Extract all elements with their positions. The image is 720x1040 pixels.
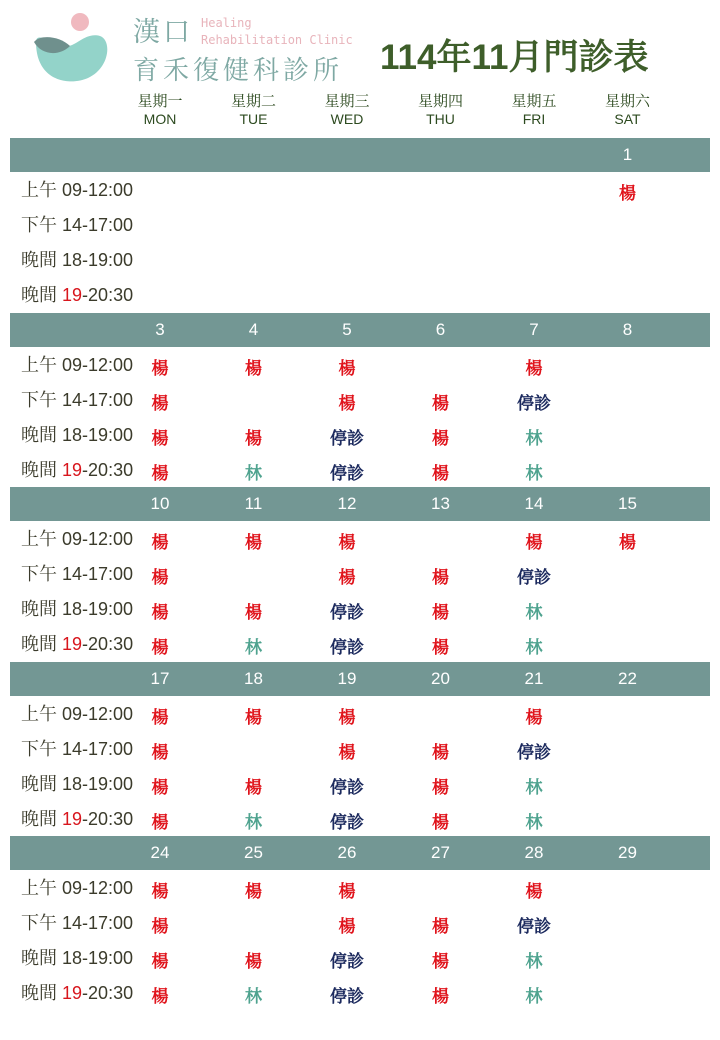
schedule-cell: 停診 xyxy=(330,987,364,1007)
schedule-cell: 停診 xyxy=(330,463,364,484)
brand-english-line1: Healing xyxy=(201,16,252,30)
slot-text: 上午 09-12:00 xyxy=(21,703,134,724)
schedule-cell: 楊 xyxy=(432,603,449,623)
time-slot-row xyxy=(10,521,710,556)
date-label: 29 xyxy=(618,843,637,862)
date-label: 25 xyxy=(244,843,263,862)
weekday-zh: 星期五 xyxy=(511,92,557,110)
schedule-cell: 楊 xyxy=(151,358,169,379)
date-label: 11 xyxy=(244,494,263,513)
schedule-cell: 停診 xyxy=(330,603,364,623)
slot-text-highlight: 19 xyxy=(62,459,83,480)
schedule-cell: 楊 xyxy=(619,533,636,553)
schedule-cell: 楊 xyxy=(151,638,169,658)
schedule-cell: 楊 xyxy=(245,428,262,449)
slot-text-highlight: 19 xyxy=(62,634,83,654)
time-slot-label xyxy=(21,211,133,237)
schedule-cell: 林 xyxy=(525,812,543,833)
time-slot-row xyxy=(10,626,710,661)
schedule-cell: 楊 xyxy=(245,882,262,902)
page-title: 114年11月門診表 xyxy=(380,38,649,77)
schedule-cell: 楊 xyxy=(151,707,169,728)
week-date-bar xyxy=(10,662,710,696)
schedule-cell: 林 xyxy=(245,463,262,484)
schedule-cell: 楊 xyxy=(245,952,262,972)
schedule-cell: 楊 xyxy=(525,882,543,902)
time-slot-row xyxy=(10,242,710,277)
slot-text: 晚間 xyxy=(21,634,63,654)
schedule-cell: 楊 xyxy=(432,777,449,798)
schedule-cell: 楊 xyxy=(151,742,169,763)
week-date-bar xyxy=(10,138,710,172)
week-block xyxy=(10,313,710,488)
slot-text: 晚間 xyxy=(21,285,63,305)
schedule-cell: 楊 xyxy=(151,463,169,484)
date-label: 1 xyxy=(622,145,633,164)
schedule-cell: 楊 xyxy=(245,358,262,379)
date-label: 8 xyxy=(622,319,633,339)
schedule-cell: 楊 xyxy=(245,707,262,728)
week-date-bar xyxy=(10,836,710,870)
time-slot-row xyxy=(10,382,710,417)
slot-text: 晚間 18-19:00 xyxy=(21,250,134,270)
schedule-cell: 楊 xyxy=(338,917,356,937)
date-label: 14 xyxy=(524,494,544,513)
weekday-zh: 星期三 xyxy=(324,92,370,110)
schedule-cell: 停診 xyxy=(330,812,364,833)
weekday-en: SAT xyxy=(614,110,641,127)
weekday-zh: 星期四 xyxy=(417,92,463,110)
schedule-cell: 停診 xyxy=(517,568,551,588)
date-label: 19 xyxy=(337,668,357,688)
time-slot-row xyxy=(10,975,710,1010)
slot-text: 晚間 xyxy=(21,983,63,1003)
schedule-cell: 楊 xyxy=(432,952,449,972)
slot-text: 上午 09-12:00 xyxy=(21,180,134,200)
schedule-cell: 林 xyxy=(525,987,543,1007)
schedule-cell: 林 xyxy=(525,463,543,484)
slot-text: -20:30 xyxy=(82,808,134,829)
slot-text: 下午 14-17:00 xyxy=(21,913,134,933)
schedule-cell: 林 xyxy=(245,638,262,658)
date-label: 17 xyxy=(150,668,170,688)
schedule-cell: 停診 xyxy=(330,638,364,658)
schedule-cell: 楊 xyxy=(151,882,169,902)
schedule-cell: 楊 xyxy=(525,533,543,553)
schedule-cell: 楊 xyxy=(432,638,449,658)
weekday-en: THU xyxy=(426,110,455,127)
time-slot-row xyxy=(10,870,710,905)
schedule-cell: 楊 xyxy=(525,358,543,379)
schedule-cell: 林 xyxy=(525,777,543,798)
date-label: 10 xyxy=(150,494,170,513)
date-label: 5 xyxy=(342,319,352,339)
date-label: 24 xyxy=(150,843,170,862)
slot-text-highlight: 19 xyxy=(62,983,83,1003)
weekday-zh: 星期二 xyxy=(230,92,276,110)
time-slot-row xyxy=(10,452,710,487)
schedule-cell: 林 xyxy=(245,812,262,833)
schedule-cell: 楊 xyxy=(432,812,449,833)
schedule-cell: 楊 xyxy=(151,777,169,798)
weekday-header xyxy=(207,92,301,128)
schedule-cell: 林 xyxy=(525,603,543,623)
time-slot-row xyxy=(10,940,710,975)
date-label: 22 xyxy=(618,668,637,688)
schedule-cell: 楊 xyxy=(432,917,449,937)
date-label: 21 xyxy=(524,668,544,688)
week-block xyxy=(10,487,710,662)
week-block xyxy=(10,836,710,1011)
schedule-cell: 楊 xyxy=(245,777,262,798)
weekday-header xyxy=(581,92,675,128)
schedule-cell: 楊 xyxy=(151,568,169,588)
week-block xyxy=(10,138,710,313)
time-slot-row xyxy=(10,556,710,591)
time-slot-row xyxy=(10,417,710,452)
schedule-cell: 林 xyxy=(525,952,543,972)
week-date-bar xyxy=(10,487,710,521)
slot-text-highlight: 19 xyxy=(62,808,83,829)
weekday-header xyxy=(300,92,394,128)
slot-text: 下午 14-17:00 xyxy=(21,389,134,410)
slot-text: -20:30 xyxy=(82,983,134,1003)
weekday-en: WED xyxy=(330,110,364,127)
schedule-cell: 楊 xyxy=(619,184,636,204)
schedule-cell: 楊 xyxy=(338,742,356,763)
weekday-zh: 星期一 xyxy=(137,92,183,110)
date-label: 26 xyxy=(337,843,357,862)
schedule-cell: 楊 xyxy=(151,603,169,623)
brand-name-line2: 育禾復健科診所 xyxy=(133,56,344,86)
weekday-header xyxy=(487,92,581,128)
time-slot-row xyxy=(10,731,710,766)
date-label: 28 xyxy=(524,843,544,862)
schedule-cell: 楊 xyxy=(432,742,449,763)
schedule-cell: 停診 xyxy=(517,742,551,763)
weekday-en: FRI xyxy=(522,110,546,127)
schedule-cell: 楊 xyxy=(338,533,356,553)
date-label: 6 xyxy=(435,319,446,339)
brand-english-line2: Rehabilitation Clinic xyxy=(201,33,353,47)
slot-text: 上午 09-12:00 xyxy=(21,878,134,898)
schedule-cell: 楊 xyxy=(245,603,262,623)
schedule-cell: 楊 xyxy=(432,428,449,449)
time-slot-label xyxy=(21,176,133,202)
slot-text: 下午 14-17:00 xyxy=(21,738,134,759)
date-label: 18 xyxy=(244,668,263,688)
slot-text: 晚間 18-19:00 xyxy=(21,599,134,619)
time-slot-row xyxy=(10,591,710,626)
schedule-cell: 楊 xyxy=(151,812,169,833)
date-label: 12 xyxy=(337,494,357,513)
schedule-cell: 停診 xyxy=(330,952,364,972)
time-slot-row xyxy=(10,172,710,207)
schedule-cell: 楊 xyxy=(151,428,169,449)
schedule-cell: 楊 xyxy=(338,358,356,379)
time-slot-row xyxy=(10,277,710,312)
time-slot-label xyxy=(21,281,133,307)
schedule-cell: 楊 xyxy=(151,393,169,414)
time-slot-row xyxy=(10,801,710,836)
time-slot-row xyxy=(10,696,710,731)
schedule-cell: 楊 xyxy=(338,707,356,728)
schedule-cell: 楊 xyxy=(151,987,169,1007)
slot-text: 晚間 18-19:00 xyxy=(21,773,134,794)
schedule-cell: 楊 xyxy=(432,463,449,484)
schedule-cell: 楊 xyxy=(151,533,169,553)
time-slot-row xyxy=(10,766,710,801)
slot-text: -20:30 xyxy=(82,285,134,305)
slot-text: -20:30 xyxy=(82,459,134,480)
clinic-logo-icon xyxy=(30,12,112,84)
week-block xyxy=(10,662,710,837)
schedule-cell: 林 xyxy=(525,638,543,658)
slot-text: 上午 09-12:00 xyxy=(21,354,134,375)
week-date-bar xyxy=(10,313,710,347)
slot-text: 晚間 xyxy=(21,459,63,480)
weekday-zh: 星期六 xyxy=(604,92,650,110)
slot-text-highlight: 19 xyxy=(62,285,83,305)
date-label: 27 xyxy=(431,843,450,862)
slot-text: 下午 14-17:00 xyxy=(21,215,134,235)
weekday-header xyxy=(113,92,207,128)
schedule-cell: 林 xyxy=(525,428,543,449)
slot-text: 下午 14-17:00 xyxy=(21,564,134,584)
date-label: 20 xyxy=(431,668,450,688)
schedule-cell: 楊 xyxy=(245,533,262,553)
date-label: 15 xyxy=(618,494,637,513)
slot-text: 上午 09-12:00 xyxy=(21,529,134,549)
schedule-cell: 停診 xyxy=(330,777,364,798)
date-label: 3 xyxy=(155,319,165,339)
weekday-en: MON xyxy=(143,110,177,127)
weekday-header xyxy=(394,92,488,128)
time-slot-row xyxy=(10,905,710,940)
schedule-cell: 楊 xyxy=(338,393,356,414)
slot-text: 晚間 18-19:00 xyxy=(21,948,134,968)
schedule-cell: 楊 xyxy=(338,882,356,902)
schedule-cell: 楊 xyxy=(432,568,449,588)
brand-name-line1: 漢口 xyxy=(133,17,193,48)
slot-text: 晚間 xyxy=(21,808,63,829)
date-label: 4 xyxy=(248,319,259,339)
schedule-cell: 楊 xyxy=(338,568,356,588)
slot-text: 晚間 18-19:00 xyxy=(21,424,134,445)
schedule-cell: 楊 xyxy=(432,393,449,414)
date-label: 7 xyxy=(529,319,539,339)
schedule-cell: 楊 xyxy=(151,952,169,972)
date-label: 13 xyxy=(431,494,450,513)
schedule-cell: 楊 xyxy=(432,987,449,1007)
schedule-cell: 林 xyxy=(245,987,262,1007)
weekday-en: TUE xyxy=(239,110,268,127)
schedule-cell: 楊 xyxy=(525,707,543,728)
time-slot-label xyxy=(21,246,133,272)
time-slot-row xyxy=(10,207,710,242)
schedule-cell: 停診 xyxy=(517,393,551,414)
slot-text: -20:30 xyxy=(82,634,134,654)
schedule-cell: 停診 xyxy=(517,917,551,937)
time-slot-row xyxy=(10,347,710,382)
schedule-cell: 停診 xyxy=(330,428,364,449)
schedule-cell: 楊 xyxy=(151,917,169,937)
